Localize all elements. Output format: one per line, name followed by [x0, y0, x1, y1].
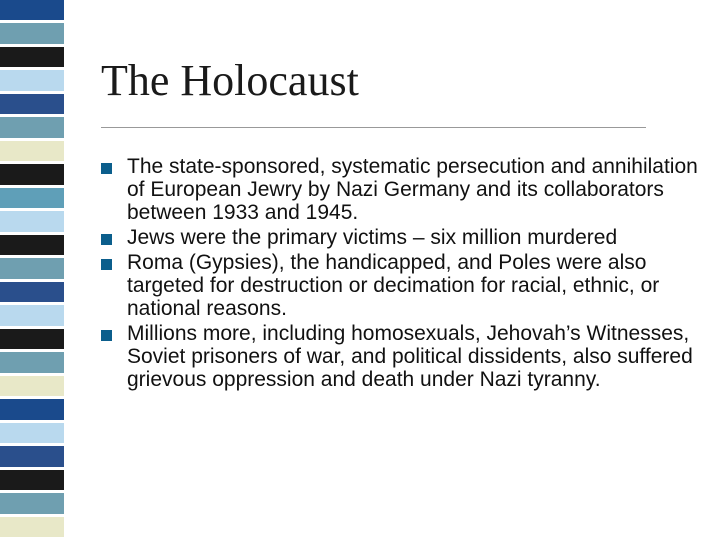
decorative-stripe — [0, 164, 64, 187]
decorative-stripe — [0, 94, 64, 117]
decorative-stripe — [0, 423, 64, 446]
decorative-stripe — [0, 352, 64, 375]
decorative-stripe — [0, 517, 64, 540]
decorative-stripe — [0, 305, 64, 328]
bullet-list — [101, 155, 701, 393]
decorative-stripe — [0, 446, 64, 469]
decorative-stripe — [0, 376, 64, 399]
decorative-stripe — [0, 141, 64, 164]
bullet-text: The state-sponsored, systematic persecution and annihilation of European Jewry by Nazi Germany and its collaborators between 1933 and 1945. — [127, 155, 698, 224]
decorative-stripe — [0, 47, 64, 70]
decorative-stripe — [0, 188, 64, 211]
square-bullet-icon — [101, 234, 112, 245]
decorative-stripe — [0, 493, 64, 516]
decorative-stripe — [0, 329, 64, 352]
decorative-stripe — [0, 211, 64, 234]
square-bullet-icon — [101, 330, 112, 341]
decorative-stripe — [0, 282, 64, 305]
square-bullet-icon — [101, 259, 112, 270]
bullet-text: Millions more, including homosexuals, Jehovah’s Witnesses, Soviet prisoners of war, and political dissidents, also suffered grievous oppression and death under Nazi tyranny. — [127, 322, 693, 391]
decorative-stripe — [0, 258, 64, 281]
decorative-stripe — [0, 470, 64, 493]
decorative-stripe — [0, 235, 64, 258]
decorative-stripe — [0, 23, 64, 46]
bullet-text: Jews were the primary victims – six million murdered — [127, 226, 618, 249]
decorative-stripe — [0, 399, 64, 422]
bullet-item — [101, 155, 701, 224]
title-divider — [101, 127, 646, 128]
bullet-item — [101, 226, 701, 249]
decorative-stripe-bar — [0, 0, 64, 540]
decorative-stripe — [0, 0, 64, 23]
decorative-stripe — [0, 117, 64, 140]
slide-title: The Holocaust — [101, 56, 359, 105]
bullet-item — [101, 322, 701, 391]
bullet-text: Roma (Gypsies), the handicapped, and Poles were also targeted for destruction or decimation for racial, ethnic, or national reasons. — [127, 251, 660, 320]
bullet-item — [101, 251, 701, 320]
decorative-stripe — [0, 70, 64, 93]
square-bullet-icon — [101, 163, 112, 174]
